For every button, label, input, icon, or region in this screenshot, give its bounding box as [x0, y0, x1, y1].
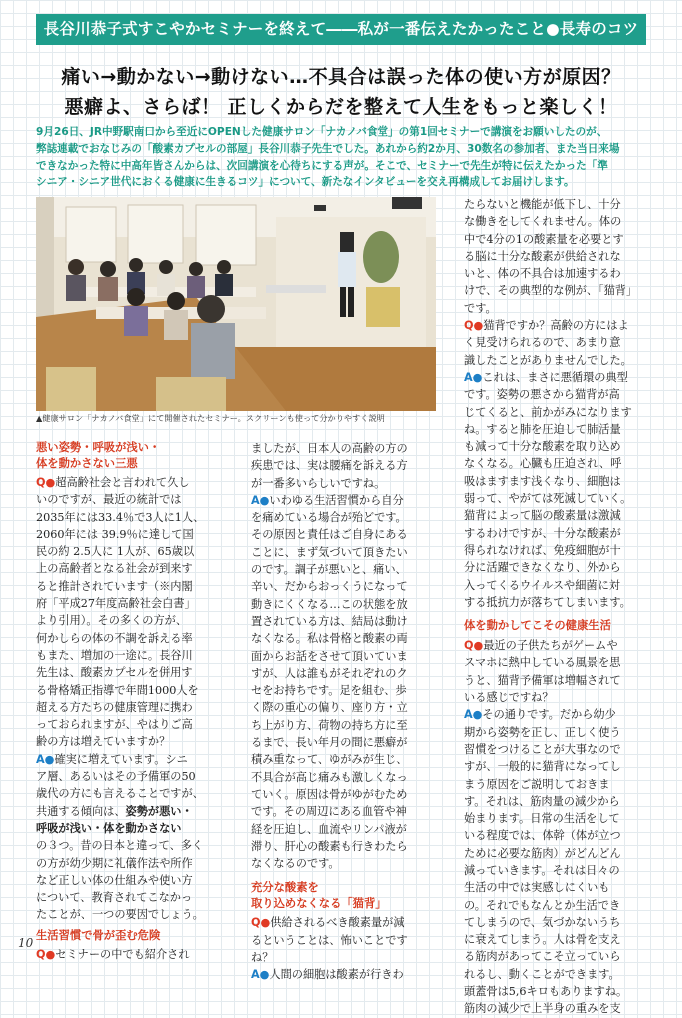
- body-line: 得られなければ、免疫細胞が十: [464, 543, 621, 557]
- body-line: 吸はますます浅くなり、細胞は: [464, 474, 621, 488]
- column-3-body-2: [464, 637, 659, 1018]
- body-line: けで、その典型的な例が、「猫背」: [464, 284, 638, 298]
- seminar-photo-illustration: [36, 197, 436, 411]
- answer-marker: A●: [36, 752, 55, 766]
- body-line: について、教育されてこなかっ: [36, 891, 193, 905]
- body-line: ために必要な筋肉）がどんどん: [464, 846, 621, 860]
- body-line: も減って十分な酸素を取り込め: [464, 440, 621, 454]
- body-line: Q●供給されるべき酸素量が減: [251, 916, 405, 930]
- body-line: 入ってくるウイルスや細菌に対: [464, 578, 620, 592]
- lead-line: できなかった特に中高年皆さんからは、次回講演を心待ちにする声が。そこで、セミナーで先生が特に伝えたかった「準: [36, 159, 608, 172]
- body-line: く見受けられるので、あまり意: [464, 336, 621, 350]
- body-line: 置されている方は、結局は動け: [251, 614, 408, 628]
- question-marker: Q●: [464, 639, 484, 653]
- section-heading: 充分な酸素を: [251, 881, 319, 895]
- body-line: るまで、長い年月の間に悪癖が: [251, 736, 408, 750]
- body-line: 2060年には 39.9％に達して国: [36, 527, 194, 541]
- body-line: ると推計されています（※内閣: [36, 579, 193, 593]
- column-2: [251, 440, 446, 984]
- body-line: 何かしらの体の不調を訴える率: [36, 631, 193, 645]
- body-line: いと、体の不具合は加速するわ: [464, 267, 621, 281]
- body-line: スマホに熱中している風景を思: [464, 656, 621, 670]
- body-line: の３つ。昔の日本と違って、多く: [36, 839, 204, 853]
- answer-marker: A●: [251, 493, 270, 507]
- header-banner: [36, 14, 646, 45]
- page-number: 10: [18, 936, 34, 950]
- body-line: のです。調子が悪いと、痛い、: [251, 563, 407, 577]
- body-line: する抵抗力が落ちてしまいます。: [464, 595, 631, 609]
- body-line: A●その通りです。だから幼少: [464, 708, 616, 722]
- answer-marker: A●: [251, 968, 270, 982]
- body-line: 積み重なって、ゆがみが生じ、: [251, 753, 408, 767]
- body-line: Q●最近の子供たちがゲームや: [464, 639, 618, 653]
- body-line: 疾患では、実は腰痛を訴える方: [251, 459, 408, 473]
- body-line: 生活の中では実感しにくいも: [464, 881, 610, 895]
- body-line: セをお持ちです。足を組む、歩: [251, 684, 407, 698]
- body-line: る脳に十分な酸素が供給されな: [464, 249, 621, 263]
- body-line: っておられますが、やはりご高: [36, 718, 193, 732]
- body-line: 民の約 2.5人に 1人が、65歳以: [36, 545, 195, 559]
- emphasis-text: 姿勢が悪い・: [125, 804, 193, 818]
- body-line: すが、人は誰もがそれぞれのク: [251, 666, 408, 680]
- column-1-body-2: [36, 946, 236, 963]
- body-line: ね？: [251, 951, 274, 965]
- column-3-body: [464, 196, 659, 611]
- body-line: る筋肉があってこそ立っていら: [464, 950, 621, 964]
- body-line: れるし、動くことができます。: [464, 967, 620, 981]
- answer-marker: A●: [464, 708, 483, 722]
- section-heading: 体を動かさない三悪: [36, 457, 138, 470]
- body-line: ていく。原因は骨がゆがむため: [251, 787, 408, 801]
- photo-caption: ▲健康サロン「ナカノバ食堂」にて開催されたセミナー。スクリーンも使って分かりやすく説明: [36, 413, 385, 423]
- body-line: [36, 820, 236, 837]
- body-line: 始まります。日常の生活をして: [464, 812, 620, 826]
- body-line: まう原因をご説明しておきま: [464, 777, 610, 791]
- body-line: 減っていきます。それは日々の: [464, 863, 620, 877]
- body-line: たらないと機能が低下し、十分: [464, 198, 621, 211]
- body-line: ち上がり方、荷物の持ち方に至: [251, 718, 408, 732]
- body-line: く際の重心の偏り、座り方・立: [251, 701, 408, 715]
- body-line: その原因と責任はご自身にある: [251, 528, 408, 542]
- body-line: Q●猫背ですか？高齢の方にはよ: [464, 319, 629, 333]
- lead-line: 9月26日、JR中野駅南口から至近にOPENした健康サロン「ナカノバ食堂」の第1回セミナーで講演をお願いしたのが、: [36, 126, 608, 138]
- body-line: です。: [464, 301, 497, 315]
- lead-line: 弊誌連載でおなじみの「酸素カプセルの部屋」長谷川恭子先生でした。あれから約2か月、30数名の参加者、また当日来場: [36, 142, 620, 155]
- question-marker: Q●: [36, 476, 56, 489]
- body-line: 齢の方は増えていますか？: [36, 735, 171, 749]
- body-line: A●いわゆる生活習慣から自分: [251, 493, 404, 507]
- body-line: の。それでもなんとか生活でき: [464, 898, 621, 912]
- body-line: 頭蓋骨は5,6キロもありますね。: [464, 985, 628, 999]
- headline-line1: 痛い→動かない→動けない…不具合は誤った体の使い方が原因？: [61, 66, 621, 88]
- body-line: いる程度では、体幹（体が立つ: [464, 829, 621, 843]
- body-line: より引用）。その多くの方が、: [36, 614, 188, 628]
- column-2-body-2: [251, 914, 446, 983]
- body-line: 歳代の方にも言えることですが、: [36, 787, 204, 801]
- body-line: てしまうので、気づかないうち: [464, 915, 621, 929]
- body-line: 面からお話をさせて頂いていま: [251, 649, 408, 663]
- body-line: 弱って、やがては死滅していく。: [464, 492, 632, 506]
- body-line: 不具合が高じ痛みも激しくなっ: [251, 770, 408, 784]
- body-line: 分に活躍できなくなり、外から: [464, 561, 621, 575]
- body-line: を痛めている場合が殆どです。: [251, 511, 407, 525]
- body-line: ア層、あるいはその予備軍の50: [36, 770, 196, 784]
- body-line: なくなる。私は骨格と酸素の両: [251, 632, 408, 646]
- body-line: 共通する傾向は、姿勢が悪い・: [36, 804, 193, 818]
- body-line: するわけですが、十分な酸素が: [464, 526, 621, 540]
- lead-paragraph: [36, 124, 648, 191]
- body-line: いる感じですね？: [464, 691, 554, 705]
- body-line: 中で4分の1の酸素量を必要とす: [464, 232, 624, 246]
- body-line: A●人間の細胞は酸素が行きわ: [251, 968, 404, 982]
- body-line: 上の高齢者となる社会が到来す: [36, 562, 193, 576]
- question-marker: Q●: [36, 947, 56, 961]
- body-line: 識したことがありませんでした。: [464, 353, 632, 367]
- seminar-photo: [36, 197, 436, 411]
- body-line: いのですが、最近の統計では: [36, 493, 182, 507]
- body-line: 超える方たちの健康管理に携わ: [36, 700, 193, 714]
- body-line: す。それは、筋肉量の減少から: [464, 794, 620, 808]
- body-line: 筋肉の減少で上半身の重みを支: [464, 1002, 621, 1016]
- emphasis-text: 呼吸が浅い・体を動かさない: [36, 821, 182, 835]
- body-line: A●確実に増えています。シニ: [36, 752, 188, 766]
- header-title: 長谷川恭子式すこやかセミナーを終えて――私が一番伝えたかったこと●長寿のコツ: [43, 20, 639, 38]
- headline-line2: 悪癖よ、さらば！ 正しくからだを整えて人生をもっと楽しく！: [64, 96, 618, 118]
- body-line: 動きにくくなる…この状態を放: [251, 597, 408, 611]
- body-line: Q●超高齢社会と言われて久し: [36, 476, 190, 489]
- column-2-body: [251, 440, 446, 872]
- body-line: 府「平成27年度高齢社会白書」: [36, 597, 196, 611]
- body-line: 猫背によって脳の酸素量は激減: [464, 509, 621, 523]
- body-line: です。姿勢の悪さから猫背が高: [464, 388, 620, 402]
- question-marker: Q●: [464, 319, 484, 333]
- body-line: もまた、増加の一途に。長谷川: [36, 648, 193, 662]
- section-heading: 悪い姿勢・呼吸が浅い・: [36, 441, 161, 454]
- section-heading: 生活習慣で骨が歪む危険: [36, 928, 161, 942]
- body-line: ね。すると肺を圧迫して肺活量: [464, 422, 621, 436]
- body-line: たことが、一つの要因でしょう。: [36, 908, 204, 922]
- body-line: なくなる。心臓も圧迫され、呼: [464, 457, 622, 471]
- body-line: 滞り、肝心の酸素も行きわたら: [251, 839, 408, 853]
- body-line: じてくると、前かがみになります: [464, 405, 632, 419]
- body-line: なくなるのです。: [251, 857, 340, 871]
- body-line: すが、一般的に猫背になってし: [464, 760, 621, 774]
- body-line: うと、猫背予備軍は増幅されて: [464, 673, 621, 687]
- column-1: [36, 440, 236, 963]
- body-line: ことに、まず気づいて頂きたい: [251, 545, 408, 559]
- body-line: が一番多いらしいですね。: [251, 476, 386, 490]
- section-heading: 取り込めなくなる「猫背」: [251, 897, 387, 911]
- body-line: の方が幼少期に礼儀作法や所作: [36, 856, 193, 870]
- body-line: 期から姿勢を正し、正しく使う: [464, 725, 621, 739]
- body-line: 2035年には33.4％で3人に1人、: [36, 510, 205, 524]
- body-line: に衰えてしまう。人は骨を支え: [464, 933, 621, 947]
- answer-marker: A●: [464, 370, 483, 384]
- question-marker: Q●: [251, 916, 271, 930]
- body-line: です。その周辺にある血管や神: [251, 805, 407, 819]
- body-line: 経を圧迫し、血流やリンパ液が: [251, 822, 407, 836]
- body-line: A●これは、まさに悪循環の典型: [464, 370, 628, 384]
- section-heading: 体を動かしてこその健康生活: [464, 619, 611, 633]
- body-line: 辛い、だからおっくうになって: [251, 580, 408, 594]
- body-line: る骨格矯正指導で年間1000人を: [36, 683, 199, 697]
- body-line: 先生は、酸素カプセルを併用す: [36, 666, 193, 680]
- column-3: [464, 196, 659, 1018]
- body-line: など正しい体の仕組みや使い方: [36, 873, 193, 887]
- column-1-body: [36, 474, 236, 924]
- body-line: 習慣をつけることが大事なので: [464, 742, 621, 756]
- body-line: Q●セミナーの中でも紹介され: [36, 947, 190, 961]
- body-line: るということは、怖いことです: [251, 933, 408, 947]
- body-line: な働きをしてくれません。体の: [464, 215, 622, 229]
- lead-line: シニア・シニア世代におくる健康に生きるコツ」について、新たなインタビューを交え再構成してお届けします。: [36, 176, 575, 189]
- body-line: ましたが、日本人の高齢の方の: [251, 442, 408, 455]
